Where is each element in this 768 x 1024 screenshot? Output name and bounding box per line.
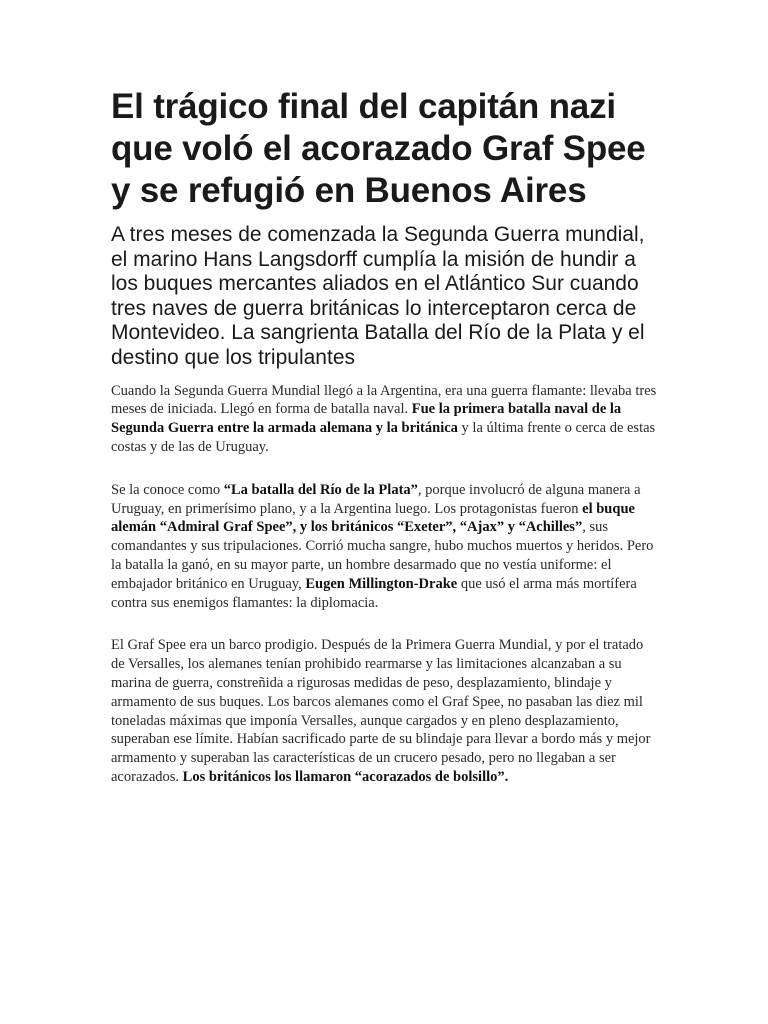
- paragraph-emphasis: Los británicos los llamaron “acorazados de bolsillo”.: [182, 768, 509, 785]
- paragraph-text: y la última frente o cerca de estas costas y de las de Uruguay.: [111, 420, 656, 455]
- paragraph-emphasis: el buque alemán “Admiral Graf Spee”, y los británicos “Exeter”, “Ajax” y “Achilles”: [111, 500, 635, 536]
- paragraph-text: Cuando la Segunda Guerra Mundial llegó a la Argentina, era una guerra flamante: llevaba tres meses de iniciada. Llegó en forma de batalla naval.: [111, 382, 657, 418]
- paragraph-1: [111, 382, 659, 457]
- paragraph-2: [111, 481, 659, 613]
- paragraph-text: El Graf Spee era un barco prodigio. Después de la Primera Guerra Mundial, y por el tratado de Versalles, los alemanes tenían prohibido rearmarse y las limitaciones alcanzaban a su marina de guerra, constreñida a rigurosas medidas de peso, desplazamiento, blindaje y armamento de sus buques. Los barcos alemanes como el Graf Spee, no pasaban las diez mil toneladas máximas que imponía Versalles, aunque cargados y en pleno desplazamiento, superaban ese límite. Habían sacrificado parte de su blindaje para llevar a bordo más y mejor armamento y superaban las características de un crucero pesado, pero no llegaban a ser acorazados.: [111, 637, 651, 785]
- paragraph-text: Se la conoce como: [111, 481, 224, 498]
- paragraph-3: [111, 636, 659, 786]
- paragraph-text: que usó el arma más mortífera contra sus enemigos flamantes: la diplomacia.: [111, 575, 637, 611]
- paragraph-emphasis: “La batalla del Río de la Plata”: [223, 481, 418, 498]
- paragraph-emphasis: Eugen Millington-Drake: [305, 575, 458, 592]
- article-subtitle: A tres meses de comenzada la Segunda Guerra mundial, el marino Hans Langsdorff cumplía la misión de hundir a los buques mercantes aliados en el Atlántico Sur cuando tres naves de guerra británicas lo interceptaron cerca de Montevideo. La sangrienta Batalla del Río de la Plata y el destino que los tripulantes: [111, 223, 645, 369]
- paragraph-text: , sus comandantes y sus tripulaciones. Corrió mucha sangre, hubo muchos muertos y heridos. Pero la batalla la ganó, en su mayor parte, un hombre desarmado que no vestía uniforme: el embajador británico en Uruguay,: [111, 519, 654, 592]
- paragraph-text: , porque involucró de alguna manera a Uruguay, en primerísimo plano, y a la Argentina luego. Los protagonistas fueron: [111, 481, 641, 517]
- paragraph-emphasis: Fue la primera batalla naval de la Segunda Guerra entre la armada alemana y la británica: [111, 401, 622, 437]
- article-body: [111, 382, 659, 787]
- article: [111, 86, 659, 787]
- article-title: El trágico final del capitán nazi que voló el acorazado Graf Spee y se refugió en Buenos Aires: [111, 87, 646, 210]
